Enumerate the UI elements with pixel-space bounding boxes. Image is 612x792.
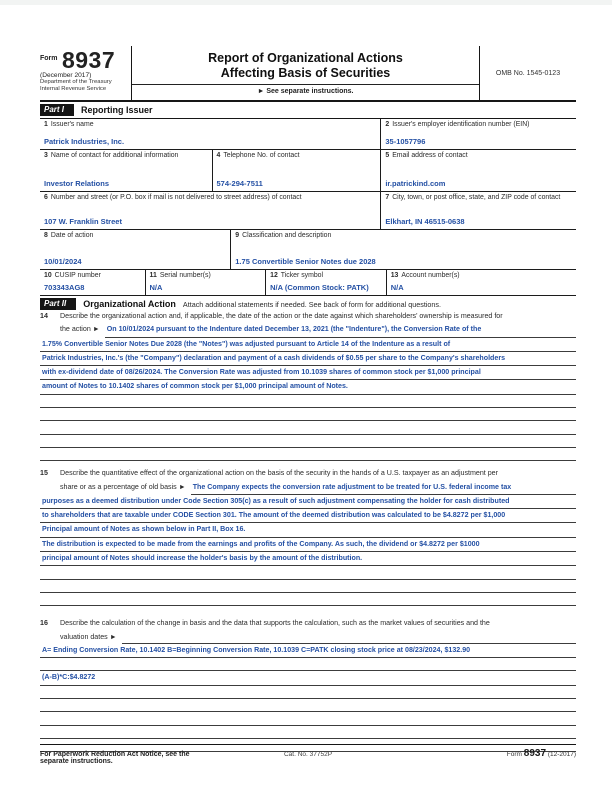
field-cusip	[40, 270, 145, 295]
field-13-number: 13	[390, 272, 399, 279]
omb-number: OMB No. 1545-0123	[479, 46, 576, 100]
field-2-number: 2	[385, 121, 390, 128]
q15-answer-line3: to shareholders that are taxable under CODE Section 301. The amount of the deemed distribution was calculated to be $4.8272 per $1,000	[40, 509, 576, 523]
ticker-value: N/A (Common Stock: PATK)	[270, 283, 369, 292]
field-3-label: Name of contact for additional information	[50, 152, 179, 159]
cusip-value: 703343AG8	[44, 283, 85, 292]
serial-number-value: N/A	[149, 283, 163, 292]
city-state-zip-value: Elkhart, IN 46515-0638	[385, 217, 465, 226]
form-footer	[40, 744, 576, 765]
part2-note: Attach additional statements if needed. See back of form for additional questions.	[182, 299, 442, 309]
field-row-8-9	[40, 230, 576, 270]
field-9-label: Classification and description	[242, 232, 332, 239]
see-instructions-note: ► See separate instructions.	[132, 84, 479, 95]
q14-label-line1: Describe the organizational action and, if applicable, the date of the action or the date against which shareholders' ownership is measured for	[60, 312, 503, 320]
field-4-number: 4	[216, 152, 221, 159]
field-11-number: 11	[149, 272, 157, 279]
q14-answer-line4: with ex-dividend date of 08/26/2024. The Conversion Rate was adjusted from 10.1039 shares of common stock per $1,000 principal	[40, 366, 576, 380]
field-11-label: Serial number(s)	[159, 272, 211, 279]
field-7-number: 7	[385, 194, 390, 201]
field-5-number: 5	[385, 152, 390, 159]
q15-label-line2: share or as a percentage of old basis ►	[60, 482, 186, 491]
field-city-state-zip	[380, 192, 576, 229]
blank-line	[40, 435, 576, 448]
field-telephone	[212, 150, 381, 191]
field-row-1-2	[40, 119, 576, 150]
q15-paragraph2-line1: The distribution is expected to be made from the earnings and profits of the Company. As such, the dividend or $4.8272 per $1000	[40, 538, 576, 552]
question-15	[40, 467, 576, 606]
field-email	[380, 150, 576, 191]
q14-answer-line3: Patrick Industries, Inc.'s (the "Company") declaration and payment of a cash dividends of $0.55 per share to the Company's shareholders	[40, 352, 576, 366]
blank-line	[40, 593, 576, 606]
q15-paragraph2-line2: principal amount of Notes should increase the holder's basis by the amount of the distribution.	[40, 552, 576, 566]
field-2-label: Issuer's employer identification number (EIN)	[392, 121, 530, 128]
field-7-label: City, town, or post office, state, and ZIP code of contact	[392, 194, 561, 201]
field-10-number: 10	[44, 272, 52, 279]
street-value: 107 W. Franklin Street	[44, 217, 122, 226]
form-number-block	[40, 46, 132, 100]
field-date-of-action	[40, 230, 230, 269]
q14-answer-line5: amount of Notes to 10.1402 shares of common stock per $1,000 principal amount of Notes.	[40, 380, 576, 394]
footer-form-reference	[397, 748, 576, 759]
blank-line	[40, 658, 576, 671]
field-6-number: 6	[44, 194, 48, 201]
field-9-number: 9	[235, 232, 240, 239]
blank-line	[40, 580, 576, 593]
q14-label-line2: the action ►	[60, 325, 100, 334]
form-content	[40, 46, 576, 752]
q16-label-underline	[122, 631, 576, 644]
paperwork-notice: For Paperwork Reduction Act Notice, see the separate instructions.	[40, 751, 190, 765]
field-8-number: 8	[44, 232, 48, 239]
blank-line	[40, 726, 576, 739]
field-12-label: Ticker symbol	[280, 272, 324, 279]
field-contact-name	[40, 150, 212, 191]
field-ein	[380, 119, 576, 149]
part1-heading: Reporting Issuer	[81, 105, 153, 115]
treasury-dept-line: Department of the Treasury	[40, 79, 112, 85]
field-row-3-4-5	[40, 150, 576, 192]
field-6-label: Number and street (or P.O. box if mail is not delivered to street address) of contact	[50, 194, 302, 201]
q14-number: 14	[40, 312, 48, 320]
field-account-number	[386, 270, 576, 295]
q16-answer-line2: (A-B)*C:$4.8272	[40, 671, 576, 685]
q15-number: 15	[40, 469, 48, 478]
form-header	[40, 46, 576, 102]
classification-value: 1.75 Convertible Senior Notes due 2028	[235, 257, 376, 266]
form-number: 8937	[61, 47, 116, 73]
irs-line: Internal Revenue Service	[40, 86, 107, 92]
blank-line	[40, 712, 576, 725]
part2-heading: Organizational Action	[83, 299, 176, 309]
field-1-label: Issuer's name	[50, 121, 94, 128]
blank-line	[40, 448, 576, 461]
telephone-value: 574-294-7511	[216, 179, 263, 188]
q14-answer-line1: On 10/01/2024 pursuant to the Indenture dated December 13, 2021 (the "Indenture"), the Conversion Rate of the	[105, 323, 576, 337]
blank-line	[40, 699, 576, 712]
footer-form-word: Form	[506, 751, 522, 758]
scan-edge	[0, 0, 612, 5]
q15-label-line1: Describe the quantitative effect of the organizational action on the basis of the security in the hands of a U.S. taxpayer as an adjustment per	[60, 469, 498, 478]
part1-badge: Part I	[40, 104, 74, 116]
contact-name-value: Investor Relations	[44, 179, 110, 188]
form-title-line2: Affecting Basis of Securities	[220, 65, 391, 80]
q16-label-line1: Describe the calculation of the change in basis and the data that supports the calculation, such as the market values of securities and the	[60, 619, 490, 628]
q14-answer-line2: 1.75% Convertible Senior Notes Due 2028 (the "Notes") was adjusted pursuant to Article 14 of the Indenture as a result of	[40, 338, 576, 352]
field-ticker	[265, 270, 386, 295]
q16-label-line2: valuation dates ►	[60, 632, 117, 641]
field-classification	[230, 230, 576, 269]
field-13-label: Account number(s)	[401, 272, 460, 279]
ein-value: 35-1057796	[385, 137, 426, 146]
part2-badge: Part II	[40, 298, 76, 310]
part2-bar	[40, 296, 576, 310]
field-row-6-7	[40, 192, 576, 230]
field-8-label: Date of action	[50, 232, 94, 239]
part1-bar	[40, 102, 576, 119]
form-title-block	[132, 46, 479, 100]
email-value: ir.patrickind.com	[385, 179, 446, 188]
q16-number: 16	[40, 619, 48, 628]
form-title-line1: Report of Organizational Actions	[208, 51, 403, 65]
form-revision: (December 2017)	[40, 72, 92, 79]
q15-answer-line4: Principal amount of Notes as shown below in Part II, Box 16.	[40, 523, 576, 537]
account-number-value: N/A	[390, 283, 404, 292]
blank-line	[40, 686, 576, 699]
q15-answer-line2: purposes as a deemed distribution under Code Section 305(c) as a result of such adjustment compensating the holder for cash distributed	[40, 495, 576, 509]
issuer-name-value: Patrick Industries, Inc.	[44, 137, 125, 146]
field-4-label: Telephone No. of contact	[223, 152, 300, 159]
field-10-label: CUSIP number	[54, 272, 101, 279]
field-street	[40, 192, 380, 229]
blank-line	[40, 421, 576, 434]
field-1-number: 1	[44, 121, 48, 128]
q15-answer-line1: The Company expects the conversion rate adjustment to be treated for U.S. federal income tax	[191, 481, 576, 495]
catalog-number: Cat. No. 37752P	[283, 751, 333, 758]
form-word: Form	[40, 55, 58, 62]
field-3-number: 3	[44, 152, 48, 159]
date-of-action-value: 10/01/2024	[44, 257, 82, 266]
question-14	[40, 310, 576, 461]
footer-form-revision: (12-2017)	[547, 751, 577, 758]
blank-line	[40, 395, 576, 408]
blank-line	[40, 566, 576, 579]
field-5-label: Email address of contact	[392, 152, 468, 159]
footer-form-number: 8937	[523, 748, 547, 759]
blank-line	[40, 408, 576, 421]
field-serial-number	[145, 270, 266, 295]
field-issuer-name	[40, 119, 380, 149]
field-12-number: 12	[270, 272, 278, 279]
question-16	[40, 617, 576, 752]
q16-answer-line1: A= Ending Conversion Rate, 10.1402 B=Beginning Conversion Rate, 10.1039 C=PATK closing stock price at 08/23/2024, $132.90	[40, 644, 576, 658]
field-row-10-13	[40, 270, 576, 296]
